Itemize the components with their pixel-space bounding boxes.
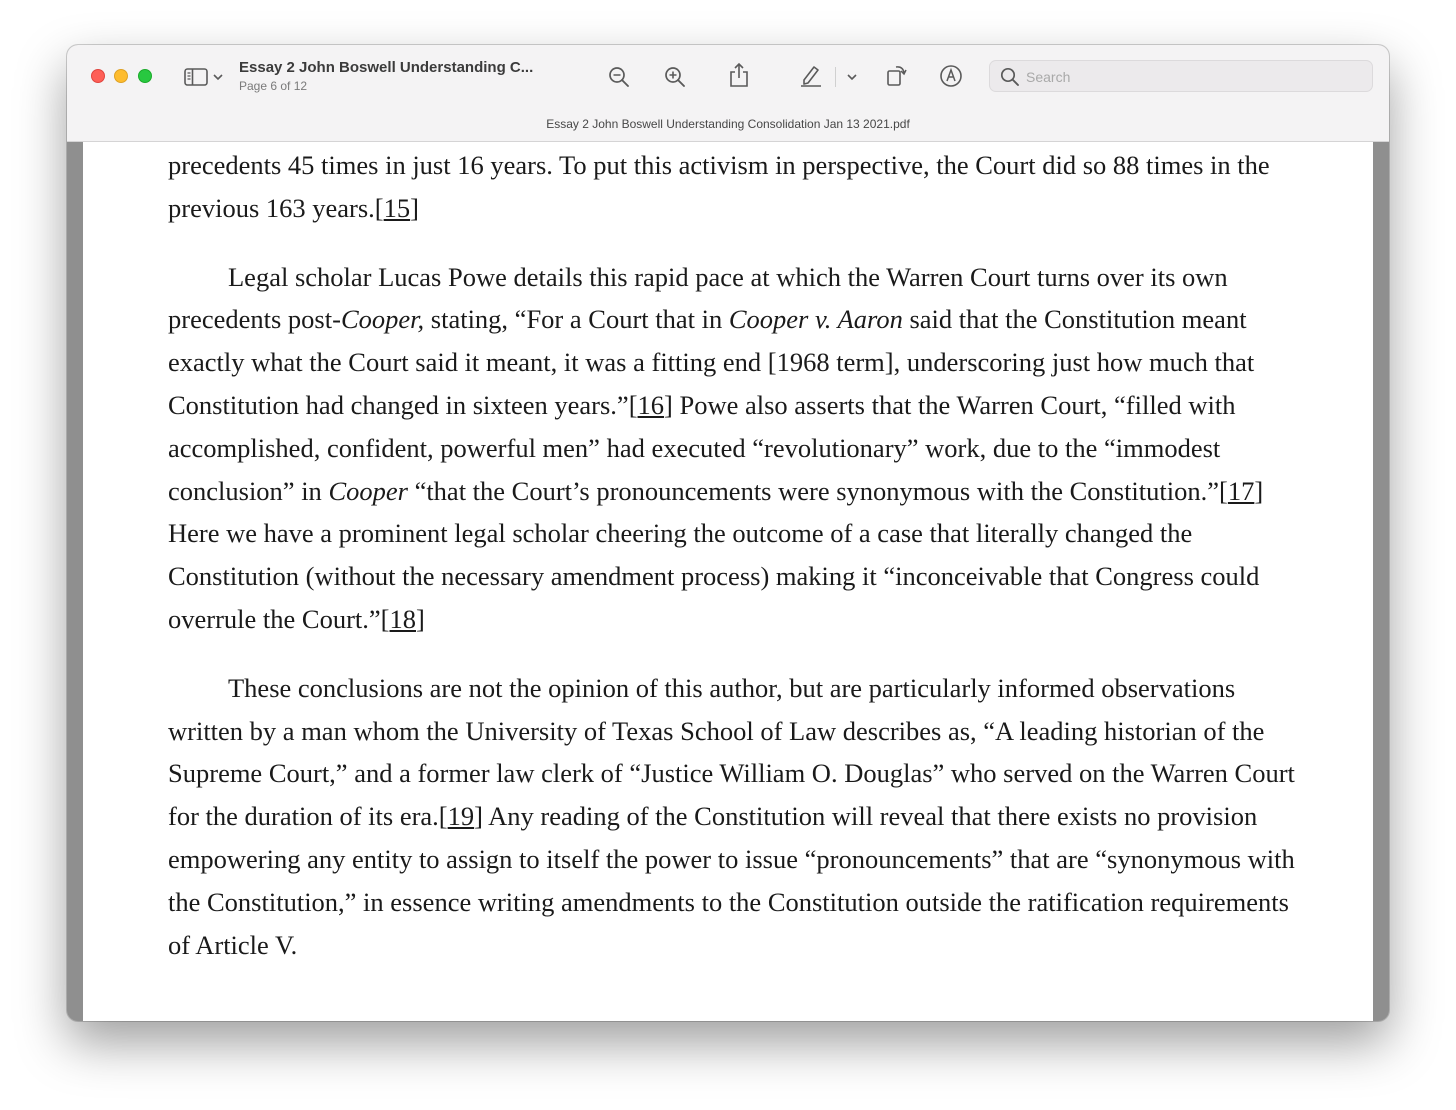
- rotate-icon: [884, 63, 908, 87]
- close-window-button[interactable]: [91, 69, 105, 83]
- chevron-down-icon: [847, 74, 857, 81]
- footnote-link-18[interactable]: 18: [389, 603, 416, 634]
- sidebar-icon: [184, 67, 208, 87]
- document-text: [168, 142, 1298, 966]
- zoom-in-icon: [664, 66, 686, 88]
- page-indicator: Page 6 of 12: [239, 79, 308, 93]
- zoom-out-button[interactable]: [606, 64, 632, 90]
- share-icon: [729, 62, 749, 88]
- document-filename: Essay 2 John Boswell Understanding Consolidation Jan 13 2021.pdf: [546, 117, 910, 131]
- chevron-down-icon: [213, 74, 223, 81]
- minimize-window-button[interactable]: [114, 69, 128, 83]
- paragraph-2: Legal scholar Lucas Powe details this rapid pace at which the Warren Court turns over its own precedents post-Cooper, stating, “For a Court that in Cooper v. Aaron said that the Constitution meant exactly what the Court said it meant, it was a fitting end [1968 term], underscoring just how much that Constitution had changed in sixteen years.”[16] Powe also asserts that the Warren Court, “filled with accomplished, confident, powerful men” had executed “revolutionary” work, due to the “immodest conclusion” in Cooper “that the Court’s pronouncements were synonymous with the Constitution.”[17] Here we have a prominent legal scholar cheering the outcome of a case that literally changed the Constitution (without the necessary amendment process) making it “inconceivable that Congress could overrule the Court.”[18]: [168, 261, 1264, 634]
- toolbar: [67, 45, 1389, 142]
- highlight-button[interactable]: [798, 62, 824, 88]
- zoom-out-icon: [608, 66, 630, 88]
- fullscreen-window-button[interactable]: [138, 69, 152, 83]
- share-button[interactable]: [726, 61, 752, 89]
- footnote-link-15[interactable]: 15: [383, 192, 411, 223]
- highlight-icon: [799, 63, 823, 87]
- preview-window: [67, 45, 1389, 1021]
- markup-icon: [939, 64, 963, 88]
- sidebar-options-button[interactable]: [211, 70, 225, 84]
- paragraph-3: These conclusions are not the opinion of this author, but are particularly informed observations written by a man whom the University of Texas School of Law describes as, “A leading historian of the Supreme Court,” and a former law clerk of “Justice William O. Douglas” who served on the Warren Court for the duration of its era.[19] Any reading of the Constitution will reveal that there exists no provision empowering any entity to assign to itself the power to issue “pronouncements” that are “synonymous with the Constitution,” in essence writing amendments to the Constitution outside the ratification requirements of Article V.: [168, 672, 1295, 960]
- search-icon: [1000, 67, 1020, 87]
- footnote-link-17[interactable]: 17: [1227, 475, 1255, 506]
- toolbar-divider: [835, 67, 836, 87]
- highlight-options-button[interactable]: [845, 70, 859, 84]
- search-placeholder: Search: [1026, 69, 1071, 85]
- pdf-page: [83, 142, 1373, 1021]
- search-field[interactable]: [989, 60, 1373, 92]
- footnote-link-16[interactable]: 16: [637, 389, 665, 420]
- sidebar-toggle-button[interactable]: [183, 64, 209, 90]
- paragraph-1: precedents 45 times in just 16 years. To put this activism in perspective, the Court did so 88 times in the previous 163 years.[15]: [168, 150, 1270, 223]
- zoom-in-button[interactable]: [662, 64, 688, 90]
- rotate-button[interactable]: [883, 62, 909, 88]
- document-title: Essay 2 John Boswell Understanding C...: [239, 59, 534, 76]
- footnote-link-19[interactable]: 19: [447, 801, 475, 832]
- markup-button[interactable]: [938, 63, 964, 89]
